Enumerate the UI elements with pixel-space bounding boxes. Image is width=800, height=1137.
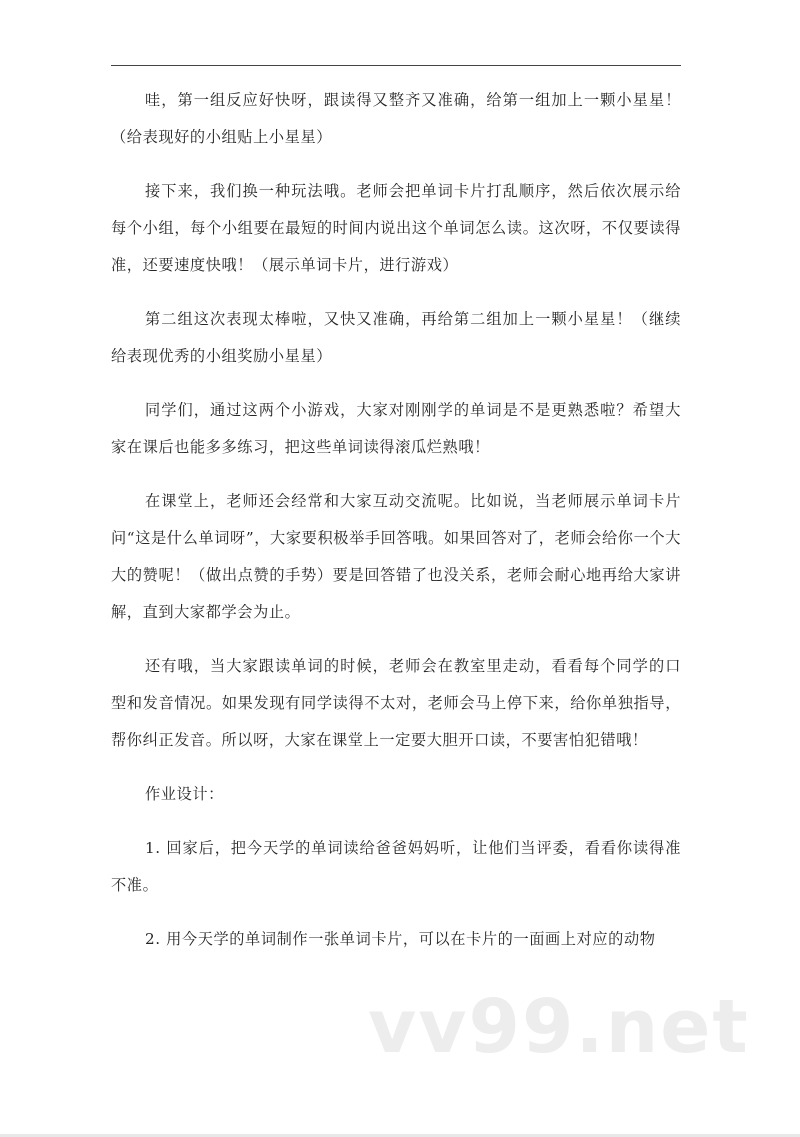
homework-item-2: 2. 用今天学的单词制作一张单词卡片，可以在卡片的一面画上对应的动物 bbox=[145, 930, 656, 948]
section-heading-homework: 作业设计： bbox=[145, 785, 224, 803]
paragraph: 哇，第一组反应好快呀，跟读得又整齐又准确，给第一组加上一颗小星星！（给表现好的小组贴上小星星） bbox=[111, 91, 681, 146]
paragraph: 接下来，我们换一种玩法哦。老师会把单词卡片打乱顺序，然后依次展示给每个小组，每个小组要在最短的时间内说出这个单词怎么读。这次呀，不仅要读得准，还要速度快哦！（展示单词卡片，进行游戏） bbox=[111, 182, 681, 274]
document-body bbox=[111, 82, 681, 958]
paragraph: 第二组这次表现太棒啦，又快又准确，再给第二组加上一颗小星星！（继续给表现优秀的小组奖励小星星） bbox=[111, 310, 681, 365]
homework-item-1: 1. 回家后，把今天学的单词读给爸爸妈妈听，让他们当评委，看看你读得准不准。 bbox=[111, 839, 681, 894]
paragraph: 还有哦，当大家跟读单词的时候，老师会在教室里走动，看看每个同学的口型和发音情况。如果发现有同学读得不太对，老师会马上停下来，给你单独指导，帮你纠正发音。所以呀，大家在课堂上一定要大胆开口读，不要害怕犯错哦！ bbox=[111, 657, 681, 749]
watermark: vv99.net bbox=[368, 984, 750, 1070]
header-rule bbox=[111, 65, 681, 66]
paragraph: 同学们，通过这两个小游戏，大家对刚刚学的单词是不是更熟悉啦？希望大家在课后也能多多练习，把这些单词读得滚瓜烂熟哦！ bbox=[111, 401, 681, 456]
paragraph: 在课堂上，老师还会经常和大家互动交流呢。比如说，当老师展示单词卡片问“这是什么单词呀”，大家要积极举手回答哦。如果回答对了，老师会给你一个大大的赞呢！（做出点赞的手势）要是回答错了也没关系，老师会耐心地再给大家讲解，直到大家都学会为止。 bbox=[111, 492, 681, 621]
